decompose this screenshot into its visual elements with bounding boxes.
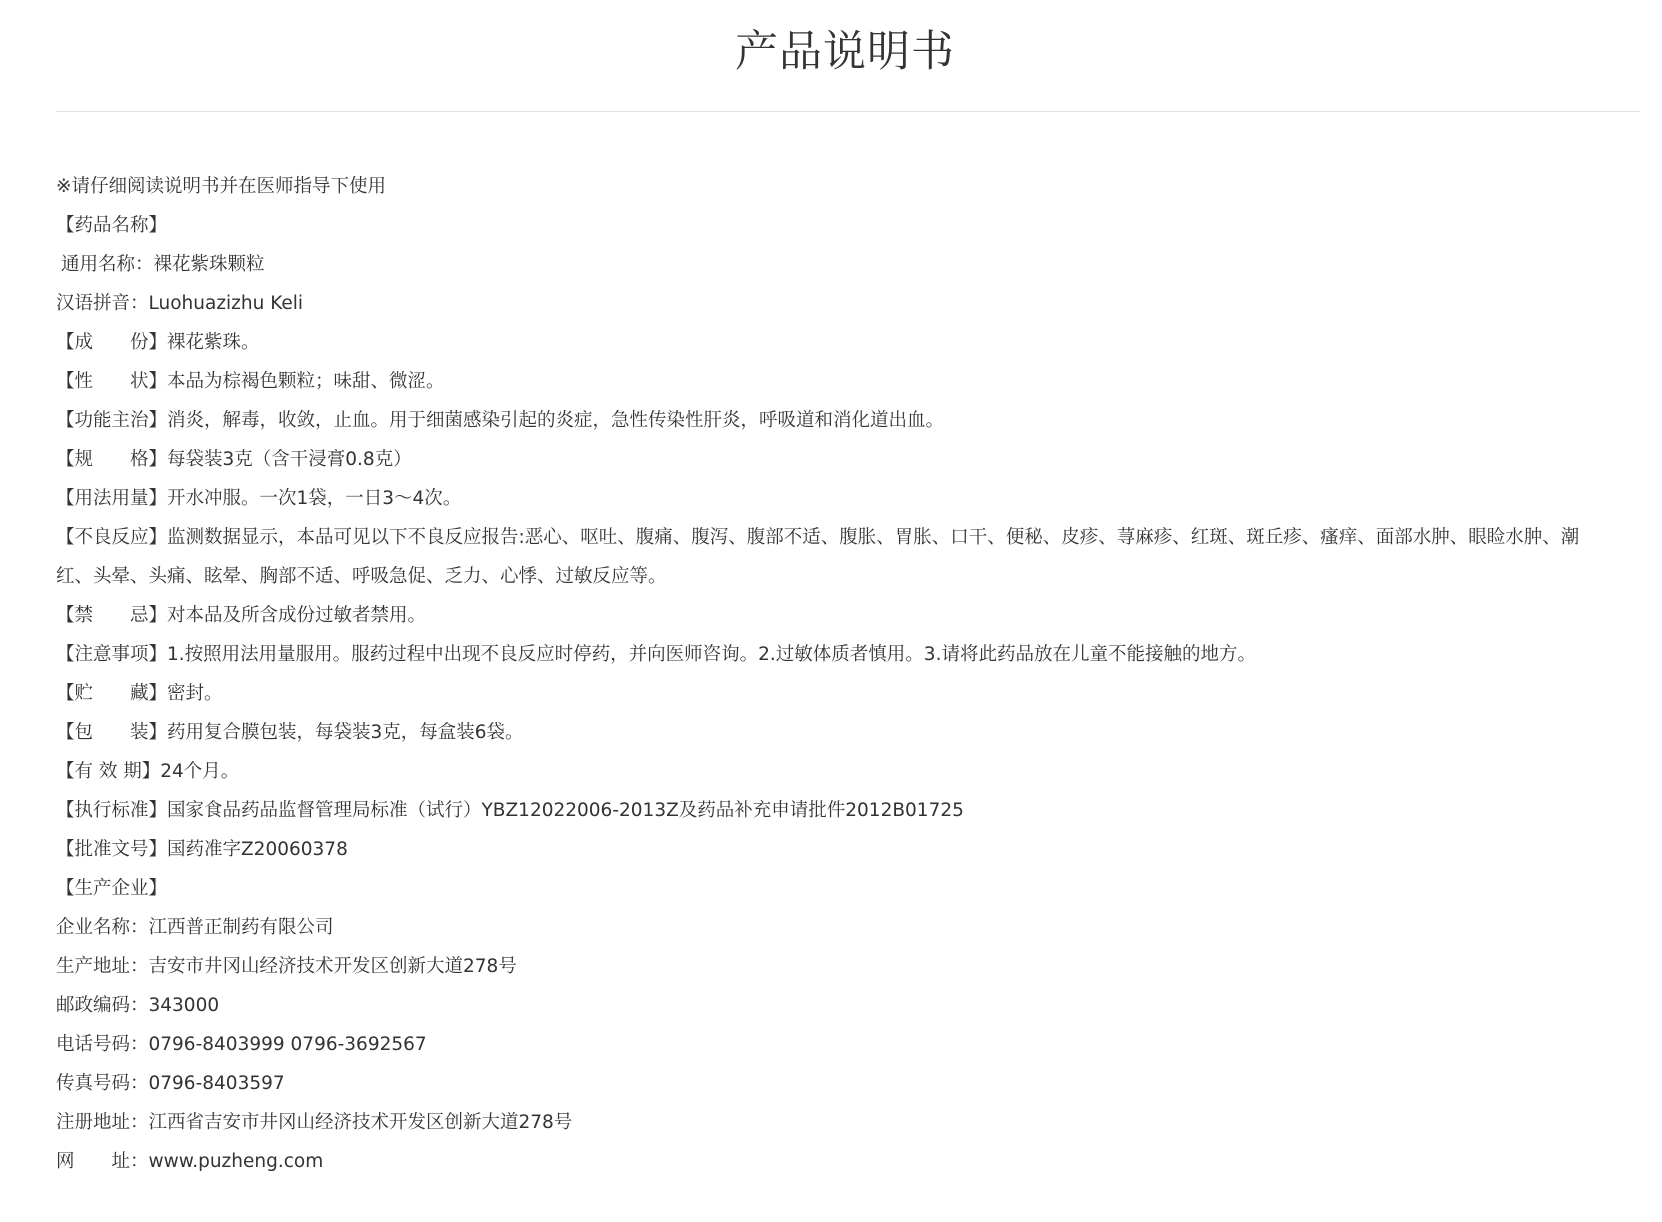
section-approval-number: 【批准文号】国药准字Z20060378	[56, 839, 348, 860]
section-drug-name: 【药品名称】	[56, 215, 168, 236]
instruction-content	[56, 167, 1616, 1181]
company-name: 企业名称：江西普正制药有限公司	[56, 917, 334, 938]
page-title: 产品说明书	[735, 27, 955, 77]
postal-code: 邮政编码：343000	[56, 995, 220, 1016]
section-dosage: 【用法用量】开水冲服。一次1袋，一日3～4次。	[56, 488, 462, 509]
generic-name: 通用名称：裸花紫珠颗粒	[61, 254, 265, 275]
fax-number: 传真号码：0796-8403597	[56, 1073, 285, 1094]
section-description: 【性 状】本品为棕褐色颗粒；味甜、微涩。	[56, 371, 445, 392]
phone-numbers: 电话号码：0796-8403999 0796-3692567	[56, 1034, 427, 1055]
title-divider	[56, 111, 1640, 112]
section-shelf-life: 【有 效 期】24个月。	[56, 761, 240, 782]
pinyin-name: 汉语拼音：Luohuazizhu Keli	[56, 293, 304, 314]
section-adverse-reactions: 【不良反应】监测数据显示，本品可见以下不良反应报告:恶心、呕吐、腹痛、腹泻、腹部不适、腹胀、胃胀、口干、便秘、皮疹、荨麻疹、红斑、斑丘疹、瘙痒、面部水肿、眼睑水肿、潮红、头晕、头痛、眩晕、胸部不适、呼吸急促、乏力、心悸、过敏反应等。	[56, 527, 1580, 587]
section-storage: 【贮 藏】密封。	[56, 683, 223, 704]
production-address: 生产地址：吉安市井冈山经济技术开发区创新大道278号	[56, 956, 517, 977]
section-indications: 【功能主治】消炎，解毒，收敛，止血。用于细菌感染引起的炎症，急性传染性肝炎，呼吸道和消化道出血。	[56, 410, 945, 431]
section-manufacturer: 【生产企业】	[56, 878, 168, 899]
registered-address: 注册地址：江西省吉安市井冈山经济技术开发区创新大道278号	[56, 1112, 573, 1133]
section-package: 【包 装】药用复合膜包装，每袋装3克，每盒装6袋。	[56, 722, 524, 743]
section-specification: 【规 格】每袋装3克（含干浸膏0.8克）	[56, 449, 412, 470]
section-contraindications: 【禁 忌】对本品及所含成份过敏者禁用。	[56, 605, 427, 626]
usage-notice: ※请仔细阅读说明书并在医师指导下使用	[56, 176, 387, 197]
website: 网 址：www.puzheng.com	[56, 1151, 324, 1172]
section-precautions: 【注意事项】1.按照用法用量服用。服药过程中出现不良反应时停药，并向医师咨询。2.过敏体质者慎用。3.请将此药品放在儿童不能接触的地方。	[56, 644, 1256, 665]
section-standard: 【执行标准】国家食品药品监督管理局标准（试行）YBZ12022006-2013Z及药品补充申请批件2012B01725	[56, 800, 964, 821]
section-ingredients: 【成 份】裸花紫珠。	[56, 332, 260, 353]
